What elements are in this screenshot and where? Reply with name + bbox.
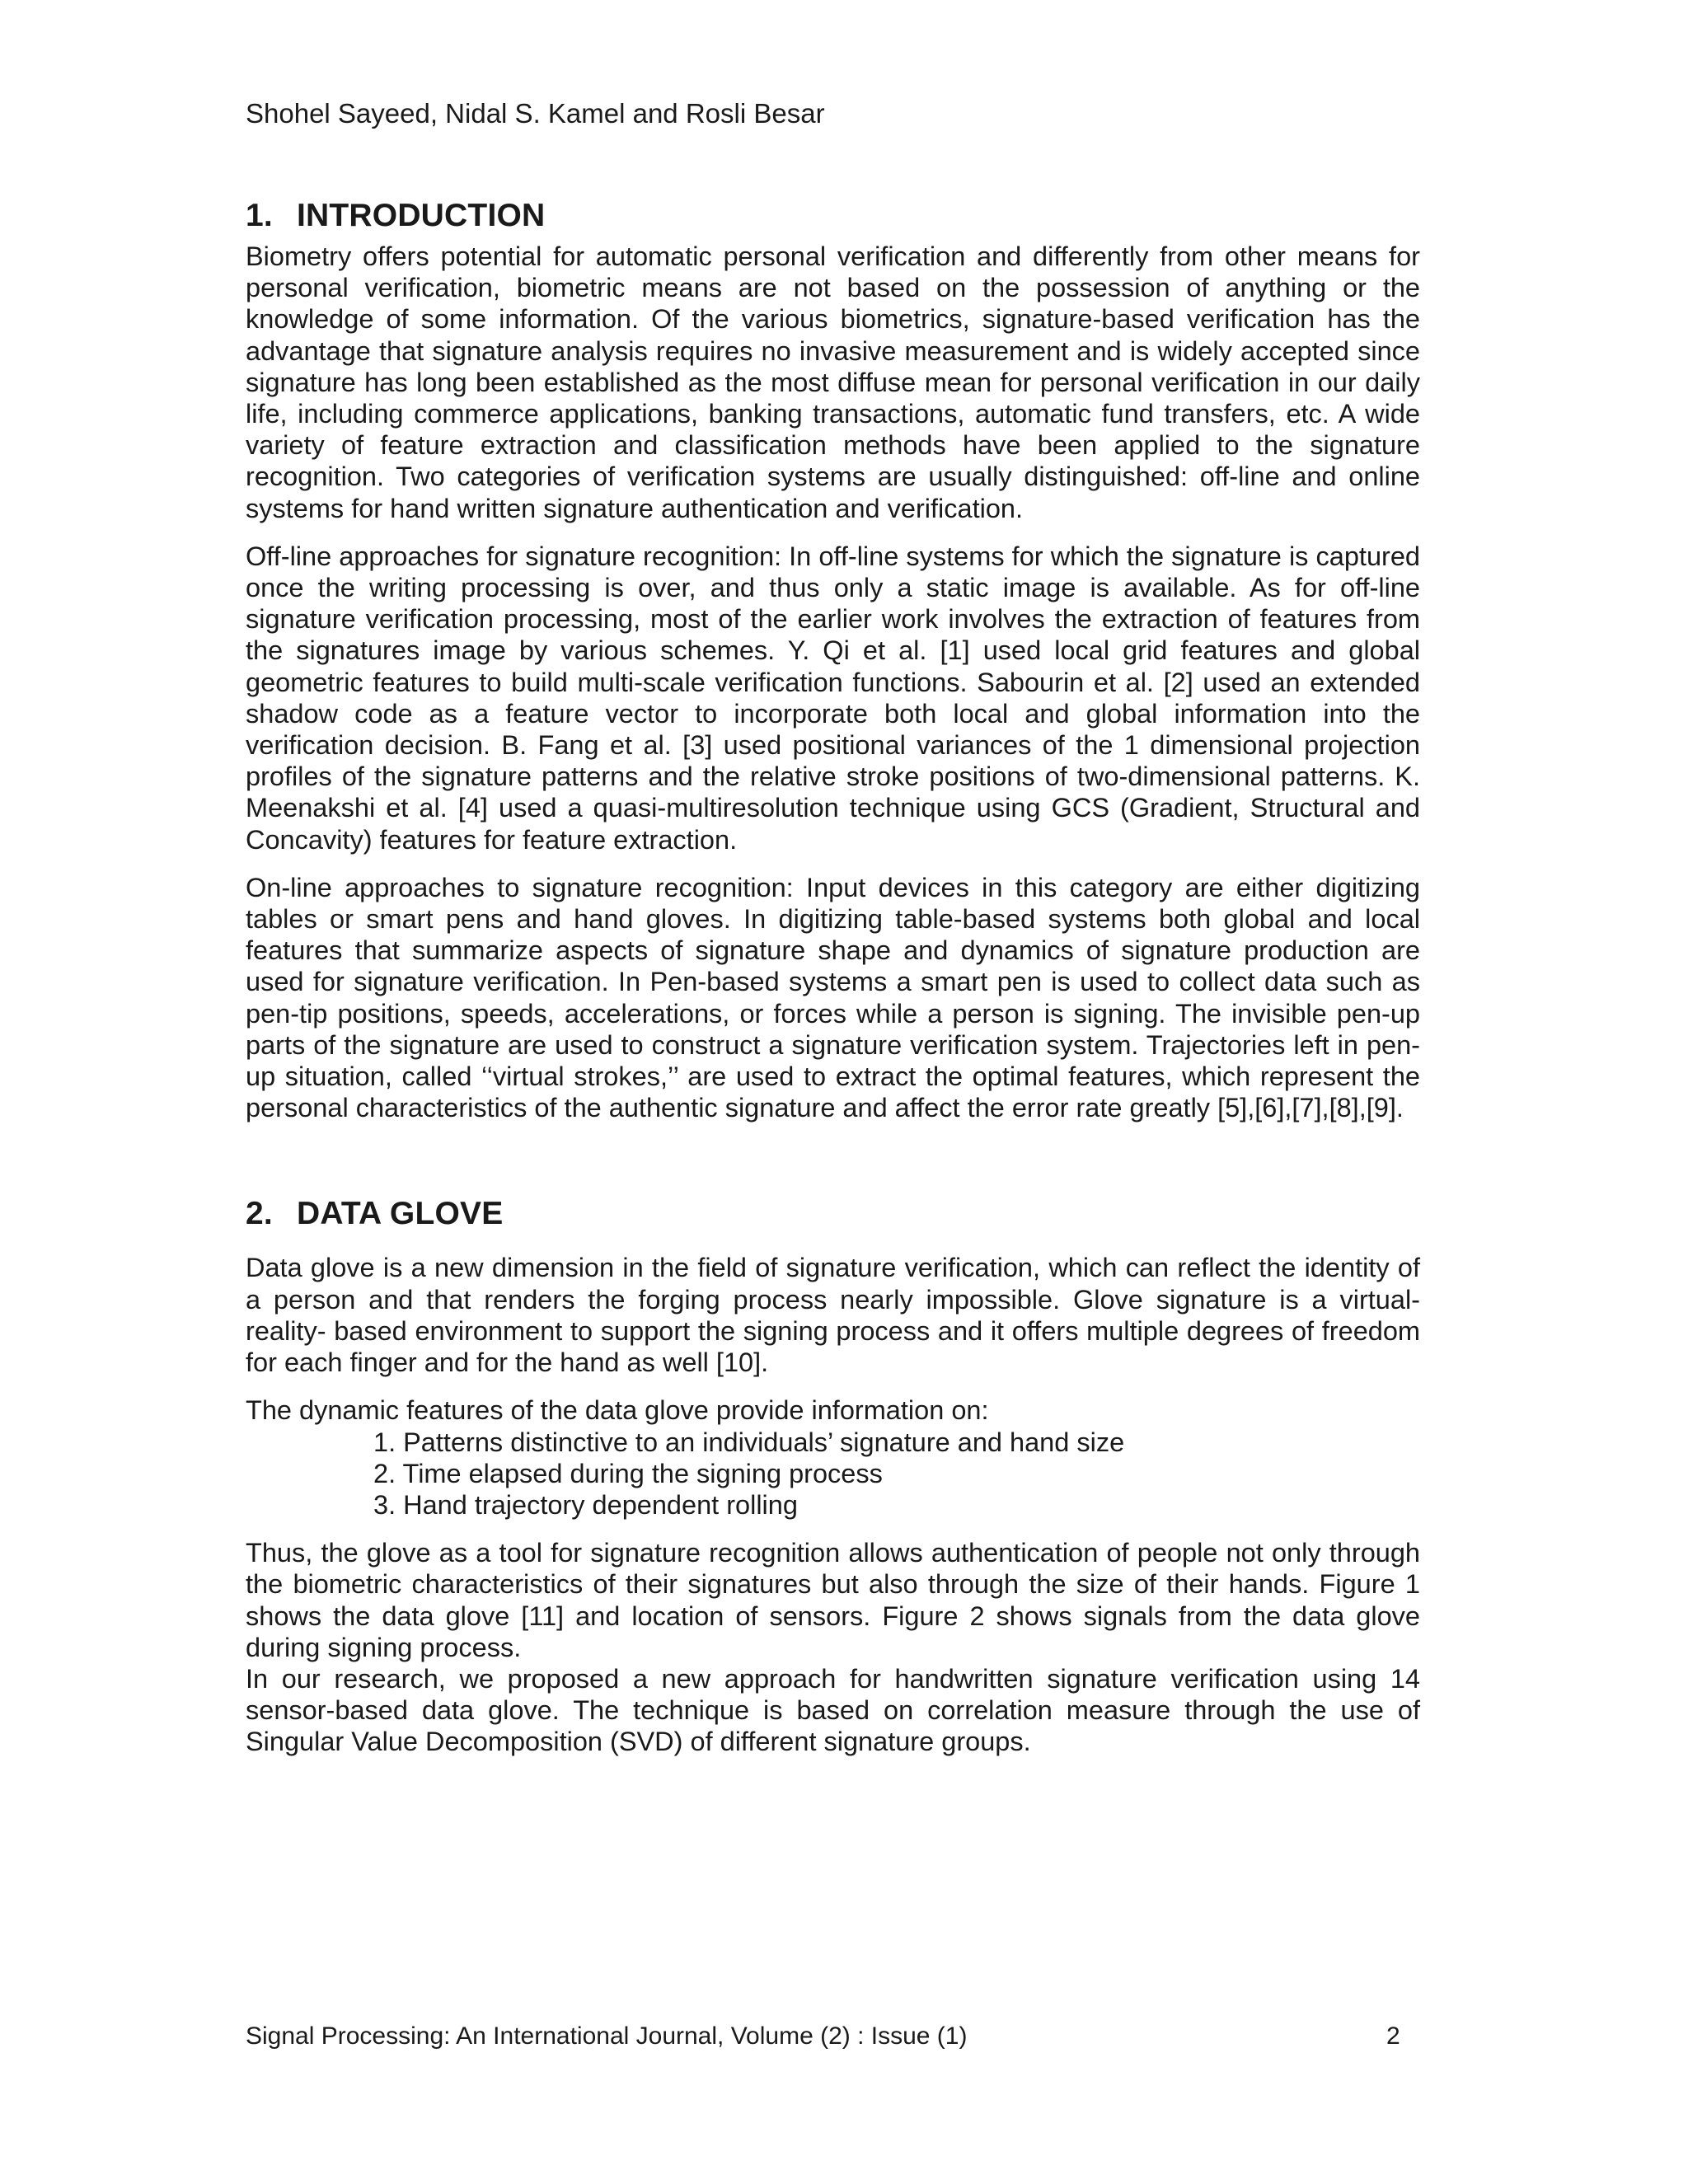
- section-introduction: [246, 196, 1420, 1123]
- footer-journal: Signal Processing: An International Journal, Volume (2) : Issue (1): [246, 2022, 968, 2050]
- paragraph-glove-tool: Thus, the glove as a tool for signature recognition allows authentication of people not only through the biometric characteristics of their signatures but also through the size of their hands. Figure 1 shows the data glove [11] and location of sensors. Figure 2 shows signals from the data glove during signing process.: [246, 1538, 1420, 1662]
- list-item: 2. Time elapsed during the signing process: [373, 1458, 883, 1488]
- section-number: 1.: [246, 198, 273, 233]
- section-number: 2.: [246, 1196, 273, 1232]
- footer-page-number: 2: [1386, 2022, 1400, 2050]
- dynamic-features-list: [246, 1427, 1420, 1521]
- paragraph-online-approaches: On-line approaches to signature recognition: Input devices in this category are either digitizing tables or smart pens and hand gloves. In digitizing table-based systems both global and local features that summarize aspects of signature shape and dynamics of signature production are used for signature verification. In Pen-based systems a smart pen is used to collect data such as pen-tip positions, speeds, accelerations, or forces while a person is signing. The invisible pen-up parts of the signature are used to construct a signature verification system. Trajectories left in pen-up situation, called ‘‘virtual strokes,’’ are used to extract the optimal features, which represent the personal characteristics of the authentic signature and affect the error rate greatly [5],[6],[7],[8],[9].: [246, 872, 1420, 1123]
- paragraph-biometry: Biometry offers potential for automatic personal verification and differently from other means for personal verification, biometric means are not based on the possession of anything or the knowledge of some information. Of the various biometrics, signature-based verification has the advantage that signature analysis requires no invasive measurement and is widely accepted since signature has long been established as the most diffuse mean for personal verification in our daily life, including commerce applications, banking transactions, automatic fund transfers, etc. A wide variety of feature extraction and classification methods have been applied to the signature recognition. Two categories of verification systems are usually distinguished: off-line and online systems for hand written signature authentication and verification.: [246, 241, 1420, 523]
- running-head-authors: Shohel Sayeed, Nidal S. Kamel and Rosli Besar: [246, 98, 825, 129]
- paragraph-our-research: In our research, we proposed a new approach for handwritten signature verification using 14 sensor-based data glove. The technique is based on correlation measure through the use of Singular Value Decomposition (SVD) of different signature groups.: [246, 1663, 1420, 1757]
- paragraph-offline-approaches: Off-line approaches for signature recognition: In off-line systems for which the signature is captured once the writing processing is over, and thus only a static image is available. As for off-line signature verification processing, most of the earlier work involves the extraction of features from the signatures image by various schemes. Y. Qi et al. [1] used local grid features and global geometric features to build multi-scale verification functions. Sabourin et al. [2] used an extended shadow code as a feature vector to incorporate both local and global information into the verification decision. B. Fang et al. [3] used positional variances of the 1 dimensional projection profiles of the signature patterns and the relative stroke positions of two-dimensional patterns. K. Meenakshi et al. [4] used a quasi-multiresolution technique using GCS (Gradient, Structural and Concavity) features for feature extraction.: [246, 541, 1420, 855]
- paragraph-dynamic-features-intro: The dynamic features of the data glove provide information on:: [246, 1395, 989, 1426]
- section-data-glove: [246, 1194, 1420, 1757]
- list-item: 3. Hand trajectory dependent rolling: [373, 1489, 798, 1520]
- section-title: DATA GLOVE: [297, 1196, 504, 1232]
- section-heading-data-glove: [246, 1194, 1420, 1234]
- section-title: INTRODUCTION: [297, 198, 546, 233]
- paragraph-data-glove: Data glove is a new dimension in the field of signature verification, which can reflect the identity of a person and that renders the forging process nearly impossible. Glove signature is a virtual-reality- based environment to support the signing process and it offers multiple degrees of freedom for each finger and for the hand as well [10].: [246, 1253, 1420, 1378]
- list-item: 1. Patterns distinctive to an individuals’ signature and hand size: [373, 1427, 1125, 1457]
- main-content: [246, 196, 1420, 1758]
- section-heading-introduction: [246, 196, 1420, 236]
